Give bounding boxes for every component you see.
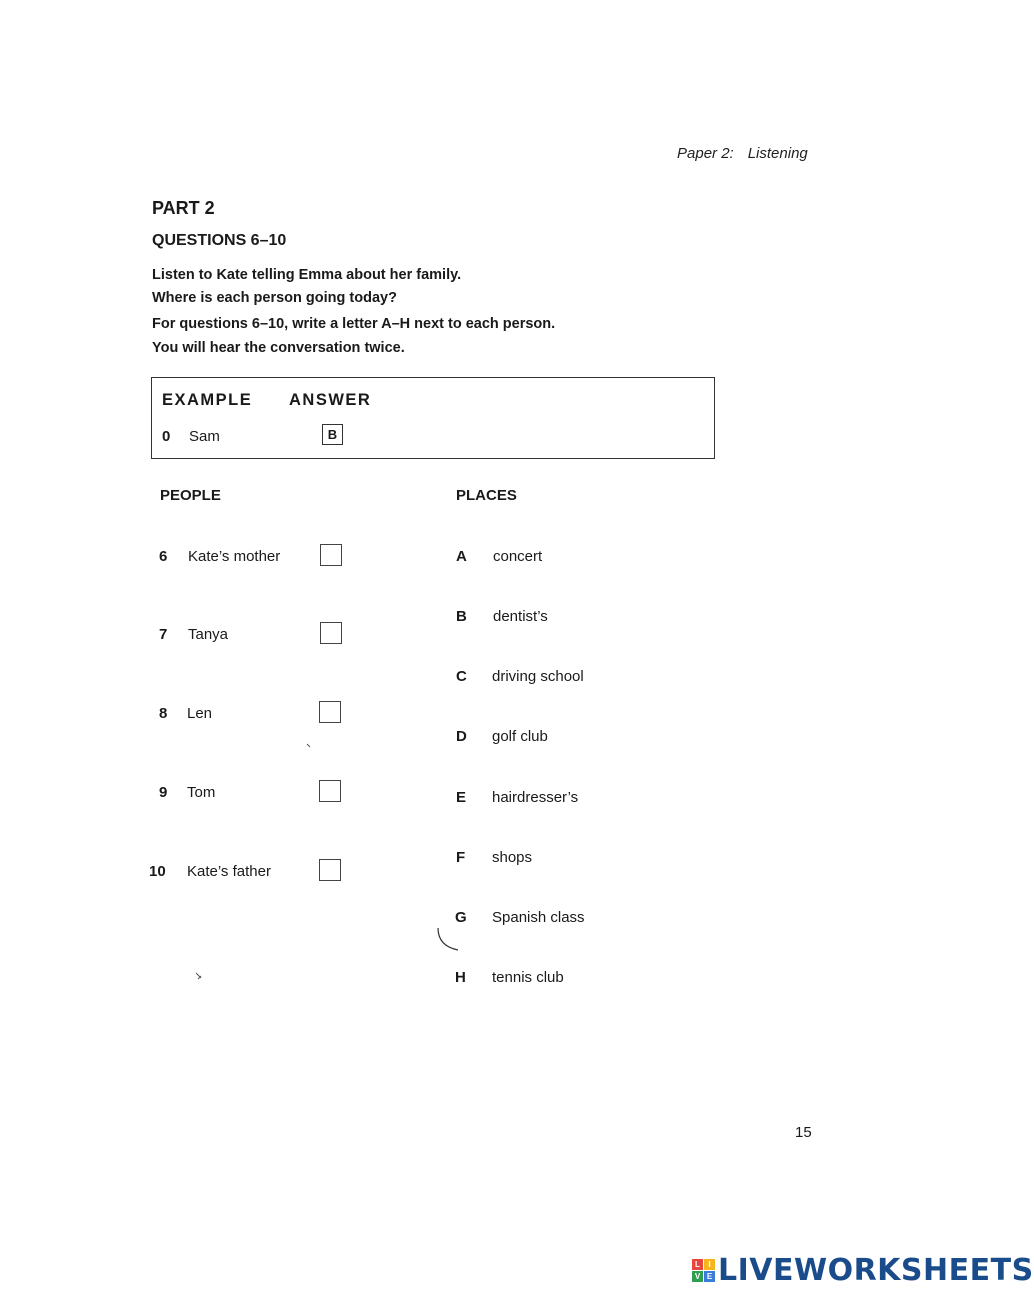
people-header: PEOPLE <box>160 487 221 504</box>
places-header: PLACES <box>456 487 517 504</box>
place-name: shops <box>492 849 533 866</box>
paper-label: Paper 2: <box>677 145 734 162</box>
instruction-line: Where is each person going today? <box>152 290 397 306</box>
answer-box-8[interactable] <box>319 701 341 723</box>
place-letter: A <box>456 548 467 565</box>
liveworksheets-logo <box>692 1253 1034 1287</box>
example-answer-box: B <box>322 424 343 445</box>
logo-icon-letter: I <box>704 1259 715 1270</box>
instruction-line: You will hear the conversation twice. <box>152 340 405 356</box>
logo-icon-letter: L <box>692 1259 703 1270</box>
place-letter: H <box>455 969 466 986</box>
place-name: Spanish class <box>492 909 585 926</box>
scan-dot <box>193 970 205 982</box>
place-letter: C <box>456 668 467 685</box>
example-name: Sam <box>189 428 220 445</box>
place-letter: B <box>456 608 467 625</box>
person-name: Kate’s father <box>187 863 271 880</box>
example-heading: EXAMPLE <box>162 391 253 409</box>
place-letter: G <box>455 909 467 926</box>
person-name: Tanya <box>188 626 229 643</box>
answer-box-6[interactable] <box>320 544 342 566</box>
logo-icon-letter: V <box>692 1271 703 1282</box>
questions-title: QUESTIONS 6–10 <box>152 232 287 249</box>
place-letter: E <box>456 789 467 806</box>
answer-heading: ANSWER <box>289 391 372 409</box>
place-name: tennis club <box>492 969 564 986</box>
part-title: PART 2 <box>152 198 215 218</box>
answer-box-7[interactable] <box>320 622 342 644</box>
example-box <box>151 377 715 459</box>
answer-box-9[interactable] <box>319 780 341 802</box>
person-number: 9 <box>159 784 168 801</box>
answer-box-10[interactable] <box>319 859 341 881</box>
instruction-line: For questions 6–10, write a letter A–H next to each person. <box>152 316 556 332</box>
scan-dot <box>305 742 313 750</box>
example-number: 0 <box>162 428 171 445</box>
place-name: golf club <box>492 728 548 745</box>
page-header <box>677 145 808 162</box>
logo-icon-letter: E <box>704 1271 715 1282</box>
instruction-line: Listen to Kate telling Emma about her family. <box>152 267 462 283</box>
place-letter: F <box>456 849 466 866</box>
person-number: 8 <box>159 705 168 722</box>
place-letter: D <box>456 728 467 745</box>
place-name: hairdresser’s <box>492 789 579 806</box>
logo-text: LIVEWORKSHEETS <box>718 1252 1034 1288</box>
person-name: Len <box>187 705 213 722</box>
person-number: 6 <box>159 548 168 565</box>
person-name: Kate’s mother <box>188 548 281 565</box>
page-number: 15 <box>795 1124 812 1141</box>
person-number: 7 <box>159 626 168 643</box>
logo-icon <box>692 1259 715 1282</box>
place-name: dentist’s <box>493 608 548 625</box>
person-number: 10 <box>149 863 166 880</box>
section-label: Listening <box>747 145 808 162</box>
place-name: driving school <box>492 668 584 685</box>
scan-mark <box>430 920 470 960</box>
place-name: concert <box>493 548 543 565</box>
person-name: Tom <box>187 784 216 801</box>
